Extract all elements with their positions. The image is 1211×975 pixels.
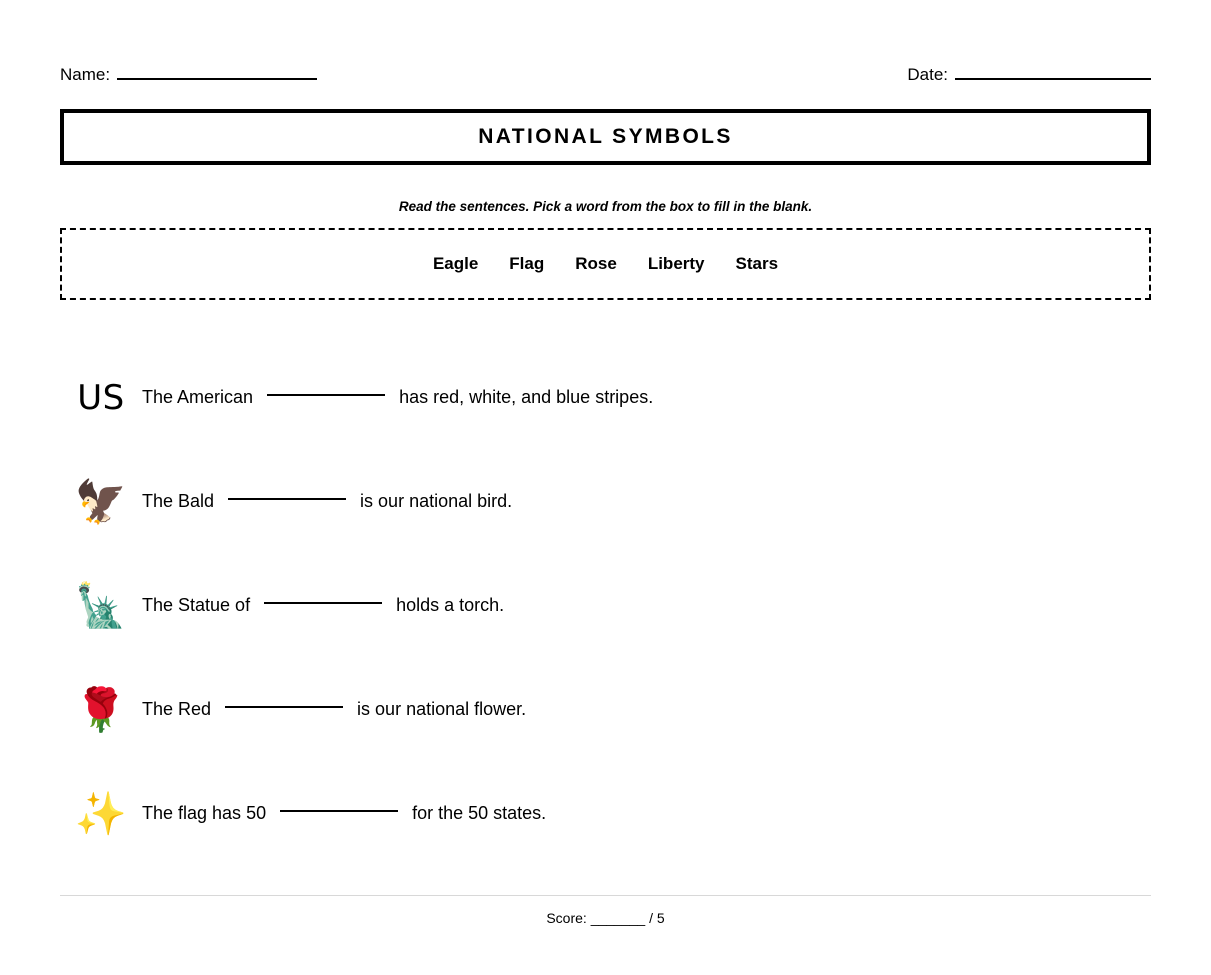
answer-blank[interactable] xyxy=(228,498,346,500)
question-sentence xyxy=(142,386,653,409)
question-row xyxy=(60,554,1151,658)
sentence-after-blank: is our national bird. xyxy=(360,491,513,512)
worksheet-footer xyxy=(60,895,1151,926)
sentence-before-blank: The Bald xyxy=(142,491,215,512)
question-sentence xyxy=(142,594,504,617)
instruction-text: Read the sentences. Pick a word from the box to fill in the blank. xyxy=(398,199,813,214)
name-field xyxy=(60,66,317,83)
sentence-before-blank: The Statue of xyxy=(142,595,251,616)
word-bank-item[interactable]: Rose xyxy=(575,254,617,273)
question-row xyxy=(60,762,1151,866)
question-row xyxy=(60,450,1151,554)
statue-of-liberty-icon: 🗽 xyxy=(74,581,128,630)
word-bank-item[interactable]: Flag xyxy=(509,254,545,273)
sparkles-icon: ✨ xyxy=(74,789,128,838)
question-sentence xyxy=(142,802,546,825)
answer-blank[interactable] xyxy=(225,706,343,708)
sentence-after-blank: has red, white, and blue stripes. xyxy=(399,387,654,408)
sentence-before-blank: The flag has 50 xyxy=(142,803,267,824)
sentence-before-blank: The American xyxy=(142,387,254,408)
answer-blank[interactable] xyxy=(264,602,382,604)
question-sentence xyxy=(142,698,526,721)
sentence-before-blank: The Red xyxy=(142,699,212,720)
question-row xyxy=(60,346,1151,450)
title-banner xyxy=(60,109,1151,165)
sentence-after-blank: is our national flower. xyxy=(357,699,527,720)
question-sentence xyxy=(142,490,512,513)
word-bank-box xyxy=(60,228,1151,300)
word-bank-list xyxy=(433,254,778,274)
word-bank-item[interactable]: Eagle xyxy=(432,254,479,273)
sentence-after-blank: holds a torch. xyxy=(396,595,505,616)
score-field[interactable]: Score: _______ / 5 xyxy=(546,910,665,926)
word-bank-item[interactable]: Stars xyxy=(735,254,779,273)
flag-us-icon: US xyxy=(77,378,125,418)
rose-icon: 🌹 xyxy=(74,685,128,734)
eagle-icon: 🦅 xyxy=(74,477,128,526)
question-list xyxy=(60,346,1151,866)
question-row xyxy=(60,658,1151,762)
date-label: Date: xyxy=(907,65,948,84)
name-write-line[interactable] xyxy=(117,78,317,80)
answer-blank[interactable] xyxy=(280,810,398,812)
page-title: NATIONAL SYMBOLS xyxy=(478,125,733,148)
sentence-after-blank: for the 50 states. xyxy=(412,803,547,824)
date-field xyxy=(907,66,1151,83)
footer-divider xyxy=(60,895,1151,896)
student-info-row xyxy=(60,0,1151,83)
name-label: Name: xyxy=(60,65,111,84)
answer-blank[interactable] xyxy=(267,394,385,396)
word-bank-item[interactable]: Liberty xyxy=(647,254,705,273)
date-write-line[interactable] xyxy=(955,78,1151,80)
